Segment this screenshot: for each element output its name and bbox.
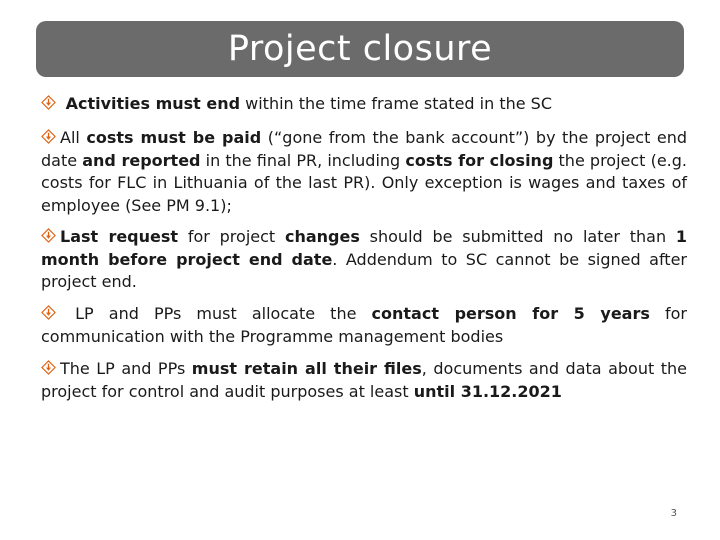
bullet-text-bold: and reported xyxy=(82,150,201,170)
bullet-text: The LP and PPs xyxy=(60,359,192,378)
bullet-text-bold: costs must be paid xyxy=(86,128,262,147)
bullet-text: (“gone from the bank account”) by the project end date xyxy=(41,128,688,170)
bullet-text: , documents and data about the project for control and audit purposes at least xyxy=(41,359,688,401)
title-bar xyxy=(36,21,684,77)
bullet-text-bold: until 31.12.2021 xyxy=(413,381,562,401)
bullet-text-bold: changes xyxy=(284,227,360,246)
bullet-text-bold: contact person for 5 years xyxy=(371,304,650,323)
bullet-text-bold: Last request xyxy=(60,227,179,246)
diamond-arrow-icon xyxy=(41,94,56,109)
diamond-arrow-icon xyxy=(41,304,56,319)
bullet-item-retain-files xyxy=(41,358,687,403)
bullet-item-activities xyxy=(41,93,687,116)
bullet-text: the project (e.g. costs for FLC in Lithuania of the last PR). Only exception is wages and taxes of employee (See PM 9.1); xyxy=(41,150,688,215)
bullet-text-bold: 1 month before project end date xyxy=(41,227,688,269)
bullet-text: for project xyxy=(178,227,285,246)
diamond-arrow-icon xyxy=(41,227,56,242)
bullet-text: LP and PPs must allocate the xyxy=(60,304,372,323)
bullet-text: should be submitted no later than xyxy=(359,227,676,246)
bullet-text: . Addendum to SC cannot be signed after project end. xyxy=(41,249,688,291)
bullet-text: for communication with the Programme management bodies xyxy=(41,304,687,346)
bullet-text-bold: must retain all their files xyxy=(191,359,422,378)
bullet-text: in the final PR, including xyxy=(200,150,406,170)
bullet-item-costs xyxy=(41,127,687,217)
bullet-text-bold: Activities must end xyxy=(60,94,241,113)
bullet-text: All xyxy=(60,128,87,147)
page-title: Project closure xyxy=(227,29,493,69)
page-number: 3 xyxy=(670,508,677,519)
diamond-arrow-icon xyxy=(41,128,56,143)
bullet-text-bold: costs for closing xyxy=(405,150,554,170)
bullet-item-contact-person xyxy=(41,303,687,348)
bullet-text: within the time frame stated in the SC xyxy=(240,94,552,113)
bullet-item-last-request xyxy=(41,226,687,294)
diamond-arrow-icon xyxy=(41,359,56,374)
